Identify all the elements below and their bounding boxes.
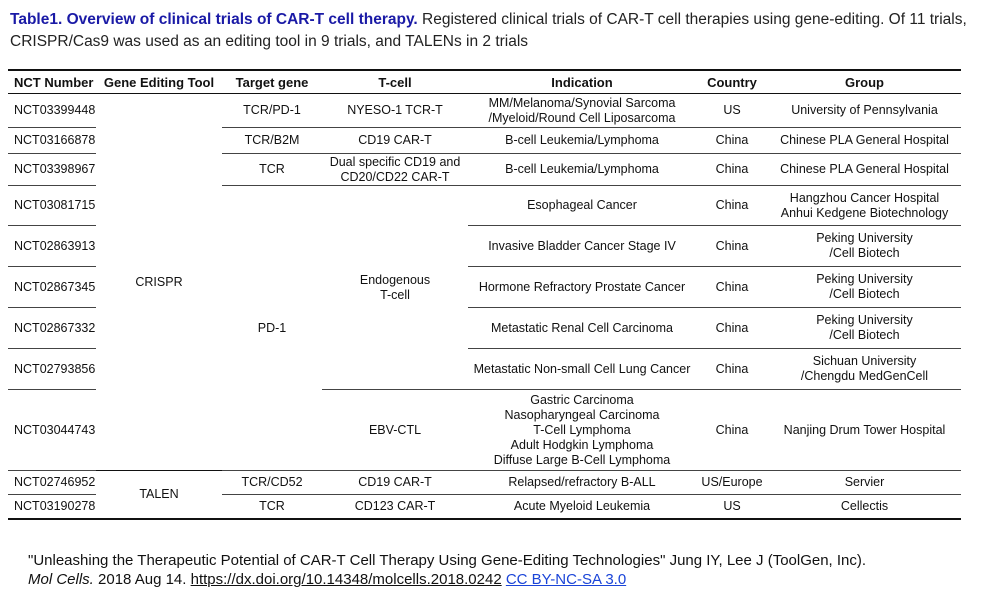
- target-cell-pd1: PD-1: [222, 186, 322, 471]
- tcell-cell: CD19 CAR-T: [322, 471, 468, 495]
- indication-cell: B-cell Leukemia/Lymphoma: [468, 128, 696, 154]
- source-date: 2018 Aug 14.: [93, 571, 191, 588]
- country-cell: China: [696, 226, 768, 267]
- indication-cell: B-cell Leukemia/Lymphoma: [468, 154, 696, 186]
- caption-title: Table1. Overview of clinical trials of CAR-T cell therapy.: [10, 11, 418, 28]
- table-row: [8, 94, 961, 128]
- target-cell: TCR/PD-1: [222, 94, 322, 128]
- indication-cell: Relapsed/refractory B-ALL: [468, 471, 696, 495]
- doi-link[interactable]: https://dx.doi.org/10.14348/molcells.2018.0242: [190, 571, 502, 588]
- source-journal: Mol Cells.: [28, 571, 94, 588]
- group-cell: Peking University /Cell Biotech: [768, 308, 961, 349]
- nct-cell: NCT03399448: [8, 94, 96, 128]
- group-cell: Sichuan University /Chengdu MedGenCell: [768, 349, 961, 390]
- tcell-cell: EBV-CTL: [322, 390, 468, 471]
- group-cell: Chinese PLA General Hospital: [768, 128, 961, 154]
- country-cell: US/Europe: [696, 471, 768, 495]
- country-cell: China: [696, 267, 768, 308]
- tcell-cell-endogenous: Endogenous T-cell: [322, 186, 468, 390]
- target-cell: TCR/B2M: [222, 128, 322, 154]
- nct-cell: NCT03166878: [8, 128, 96, 154]
- header-tcell: T-cell: [322, 70, 468, 94]
- tcell-cell: CD19 CAR-T: [322, 128, 468, 154]
- nct-cell: NCT03081715: [8, 186, 96, 226]
- country-cell: China: [696, 390, 768, 471]
- group-cell: University of Pennsylvania: [768, 94, 961, 128]
- indication-cell: Hormone Refractory Prostate Cancer: [468, 267, 696, 308]
- header-tool: Gene Editing Tool: [96, 70, 222, 94]
- group-cell: Chinese PLA General Hospital: [768, 154, 961, 186]
- header-group: Group: [768, 70, 961, 94]
- country-cell: China: [696, 349, 768, 390]
- tool-cell-talen: TALEN: [96, 471, 222, 519]
- clinical-trials-table: [8, 69, 961, 520]
- tcell-cell: Dual specific CD19 and CD20/CD22 CAR-T: [322, 154, 468, 186]
- group-cell: Nanjing Drum Tower Hospital: [768, 390, 961, 471]
- indication-cell: MM/Melanoma/Synovial Sarcoma /Myeloid/Round Cell Liposarcoma: [468, 94, 696, 128]
- indication-cell: Metastatic Renal Cell Carcinoma: [468, 308, 696, 349]
- country-cell: China: [696, 128, 768, 154]
- tcell-cell: NYESO-1 TCR-T: [322, 94, 468, 128]
- nct-cell: NCT02793856: [8, 349, 96, 390]
- nct-cell: NCT03190278: [8, 495, 96, 519]
- nct-cell: NCT02863913: [8, 226, 96, 267]
- country-cell: US: [696, 495, 768, 519]
- country-cell: China: [696, 186, 768, 226]
- group-cell: Hangzhou Cancer Hospital Anhui Kedgene Biotechnology: [768, 186, 961, 226]
- indication-cell: Gastric Carcinoma Nasopharyngeal Carcinoma T-Cell Lymphoma Adult Hodgkin Lymphoma Diffuse Large B-Cell Lymphoma: [468, 390, 696, 471]
- tcell-cell: CD123 CAR-T: [322, 495, 468, 519]
- header-target: Target gene: [222, 70, 322, 94]
- caption-text-line1: Registered clinical trials of CAR-T cell therapies using gene-editing. Of 11 trials,: [417, 11, 967, 28]
- header-country: Country: [696, 70, 768, 94]
- table-row: [8, 471, 961, 495]
- indication-cell: Acute Myeloid Leukemia: [468, 495, 696, 519]
- nct-cell: NCT02746952: [8, 471, 96, 495]
- nct-cell: NCT03398967: [8, 154, 96, 186]
- tool-cell-crispr: CRISPR: [96, 94, 222, 471]
- nct-cell: NCT03044743: [8, 390, 96, 471]
- table-caption: [10, 9, 972, 53]
- target-cell: TCR/CD52: [222, 471, 322, 495]
- source-citation: [28, 551, 866, 589]
- indication-cell: Metastatic Non-small Cell Lung Cancer: [468, 349, 696, 390]
- target-cell: TCR: [222, 495, 322, 519]
- nct-cell: NCT02867345: [8, 267, 96, 308]
- group-cell: Servier: [768, 471, 961, 495]
- target-cell: TCR: [222, 154, 322, 186]
- caption-text-line2: CRISPR/Cas9 was used as an editing tool in 9 trials, and TALENs in 2 trials: [10, 33, 529, 50]
- nct-cell: NCT02867332: [8, 308, 96, 349]
- country-cell: China: [696, 154, 768, 186]
- license-link[interactable]: CC BY-NC-SA 3.0: [505, 571, 627, 588]
- country-cell: China: [696, 308, 768, 349]
- group-cell: Peking University /Cell Biotech: [768, 267, 961, 308]
- header-nct: NCT Number: [8, 70, 96, 94]
- header-indication: Indication: [468, 70, 696, 94]
- group-cell: Peking University /Cell Biotech: [768, 226, 961, 267]
- country-cell: US: [696, 94, 768, 128]
- group-cell: Cellectis: [768, 495, 961, 519]
- header-row: [8, 70, 961, 94]
- source-quote: "Unleashing the Therapeutic Potential of CAR-T Cell Therapy Using Gene-Editing Technologies" Jung IY, Lee J (ToolGen, Inc).: [28, 552, 867, 569]
- indication-cell: Invasive Bladder Cancer Stage IV: [468, 226, 696, 267]
- indication-cell: Esophageal Cancer: [468, 186, 696, 226]
- source-details: [28, 570, 866, 589]
